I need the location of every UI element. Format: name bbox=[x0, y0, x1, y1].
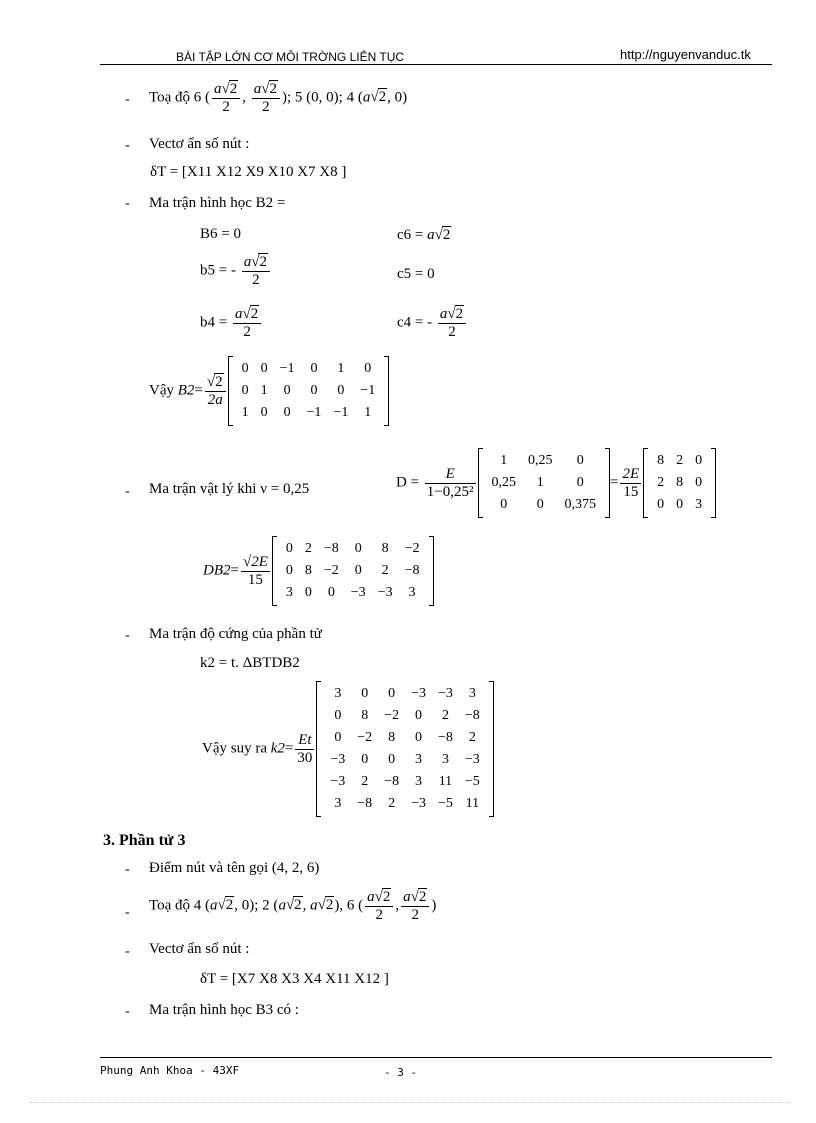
bullet: - bbox=[125, 138, 130, 153]
matrix-cell: −8 bbox=[438, 730, 453, 745]
matrix-cell: 0,25 bbox=[528, 453, 553, 468]
matrix-cell: 8 bbox=[388, 730, 396, 745]
matrix-cell: −3 bbox=[464, 752, 480, 767]
matrix-cell: 2 bbox=[388, 796, 396, 811]
matrix-cell: 0 bbox=[283, 405, 291, 420]
matrix-cell: 0 bbox=[285, 541, 293, 556]
matrix-cell: −3 bbox=[411, 796, 426, 811]
matrix-cell: 0 bbox=[285, 563, 293, 578]
matrix-cell: 0 bbox=[388, 752, 396, 767]
bullet: - bbox=[125, 628, 130, 643]
matrix-cell: −8 bbox=[464, 708, 480, 723]
matrix-cell: 1 bbox=[241, 405, 249, 420]
fraction: $\frac{a√2}{2}$ bbox=[252, 80, 280, 116]
c6-value: c6 = a√2 bbox=[397, 227, 451, 243]
matrix-cell: 0 bbox=[310, 383, 318, 398]
matrix-cell: 0 bbox=[304, 585, 312, 600]
B2-equation: Vậy B2= $\frac{√2}{2a}$ 0 0 −1 0 1 0 0 1 0 0 0 −1 1 0 0 −1 −1 1 bbox=[149, 356, 389, 426]
matrix-cell: 2 bbox=[361, 774, 369, 789]
matrix-cell: 3 bbox=[441, 752, 449, 767]
matrix-cell: −3 bbox=[330, 774, 346, 789]
matrix-cell: 11 bbox=[465, 796, 480, 811]
b5-value: b5 = - $\frac{a√2}{2}$ bbox=[200, 253, 272, 289]
matrix-cell: −3 bbox=[350, 585, 366, 600]
matrix-cell: −8 bbox=[357, 796, 373, 811]
matrix-cell: 0 bbox=[500, 497, 508, 512]
k2-equation: Vậy suy ra k2= $\frac{Et}{30}$ 3 0 0 −3 −3 3 0 8 −2 0 2 −8 0 −2 8 0 −8 2 −3 0 0 3 3 −3 −3 2 −8 3 11 −5 3 −8 2 −3 −5 11 bbox=[202, 681, 494, 817]
coords-line-s3: Toạ độ 4 (a√2, 0); 2 (a√2, a√2), 6 ( $\frac{a√2}{2}$ , $\frac{a√2}{2}$ ) bbox=[149, 889, 437, 923]
matrix-cell: 0 bbox=[260, 361, 268, 376]
matrix-cell: 3 bbox=[468, 686, 476, 701]
matrix-cell: 0,375 bbox=[564, 497, 597, 512]
vector-label-s2: Vectơ ẩn số nút : bbox=[149, 136, 250, 152]
page-edge bbox=[30, 1102, 790, 1103]
matrix-cell: 1 bbox=[500, 453, 508, 468]
matrix-cell: −2 bbox=[404, 541, 420, 556]
matrix-cell: 0 bbox=[695, 475, 703, 490]
k2-matrix bbox=[316, 681, 493, 817]
delta-vector-s2: δT = [X11 X12 X9 X10 X7 X8 ] bbox=[150, 164, 347, 180]
matrix-cell: 0 bbox=[676, 497, 684, 512]
matrix-cell: 3 bbox=[415, 752, 423, 767]
matrix-cell: 8 bbox=[657, 453, 665, 468]
matrix-cell: −8 bbox=[384, 774, 400, 789]
matrix-cell: 2 bbox=[468, 730, 476, 745]
matrix-cell: 0 bbox=[364, 361, 372, 376]
footer-page: - 3 - bbox=[384, 1066, 418, 1079]
geom-label-s3: Ma trận hình học B3 có : bbox=[149, 1002, 299, 1018]
matrix-cell: 0 bbox=[361, 752, 369, 767]
matrix-cell: −8 bbox=[323, 541, 339, 556]
matrix-cell: 8 bbox=[304, 563, 312, 578]
footer-rule bbox=[100, 1057, 772, 1058]
fraction: $\frac{a√2}{2}$ bbox=[212, 80, 240, 116]
delta-vector-s3: δT = [X7 X8 X3 X4 X11 X12 ] bbox=[200, 971, 389, 987]
matrix-cell: −2 bbox=[357, 730, 373, 745]
matrix-cell: 2 bbox=[304, 541, 312, 556]
bullet: - bbox=[125, 905, 130, 920]
matrix-cell: −5 bbox=[464, 774, 480, 789]
bullet: - bbox=[125, 484, 130, 499]
matrix-cell: 0 bbox=[657, 497, 665, 512]
matrix-cell: −1 bbox=[360, 383, 376, 398]
matrix-cell: 0 bbox=[241, 361, 249, 376]
bullet: - bbox=[125, 1004, 130, 1019]
matrix-cell: 1 bbox=[536, 475, 544, 490]
bullet: - bbox=[125, 862, 130, 877]
matrix-cell: 8 bbox=[676, 475, 684, 490]
matrix-cell: 2 bbox=[441, 708, 449, 723]
matrix-cell: −1 bbox=[306, 405, 322, 420]
b4-value: b4 = $\frac{a√2}{2}$ bbox=[200, 305, 263, 341]
coords-end: , 0) bbox=[387, 89, 408, 106]
matrix-cell: −3 bbox=[330, 752, 346, 767]
bullet: - bbox=[125, 196, 130, 211]
matrix-cell: 0 bbox=[334, 730, 342, 745]
matrix-cell: −3 bbox=[377, 585, 393, 600]
matrix-cell: 0 bbox=[354, 541, 362, 556]
DB2-equation: DB2= $\frac{√2E}{15}$ 0 2 −8 0 8 −2 0 8 −2 0 2 −8 3 0 0 −3 −3 3 bbox=[203, 536, 434, 606]
matrix-cell: 0,25 bbox=[491, 475, 517, 490]
matrix-cell: 2 bbox=[381, 563, 389, 578]
matrix-cell: 0 bbox=[388, 686, 396, 701]
matrix-cell: 0 bbox=[283, 383, 291, 398]
matrix-cell: 3 bbox=[285, 585, 293, 600]
matrix-cell: 0 bbox=[415, 708, 423, 723]
matrix-cell: 3 bbox=[408, 585, 416, 600]
coords-line-s2: Toạ độ 6 ( $\frac{a√2}{2}$ , $\frac{a√2}{2}$ ); 5 (0, 0); 4 (a√2, 0) bbox=[149, 81, 408, 115]
phys-label: Ma trận vật lý khi ν = 0,25 bbox=[149, 481, 310, 497]
c4-value: c4 = - $\frac{a√2}{2}$ bbox=[397, 305, 468, 341]
matrix-cell: −2 bbox=[323, 563, 339, 578]
matrix-cell: 0 bbox=[327, 585, 335, 600]
matrix-cell: 0 bbox=[260, 405, 268, 420]
bullet: - bbox=[125, 944, 130, 959]
matrix-cell: −3 bbox=[411, 686, 426, 701]
matrix-cell: 0 bbox=[536, 497, 544, 512]
matrix-cell: 3 bbox=[334, 796, 342, 811]
matrix-cell: 1 bbox=[337, 361, 345, 376]
matrix-cell: 3 bbox=[695, 497, 703, 512]
coords-prefix: Toạ độ 6 ( bbox=[149, 89, 211, 106]
matrix-cell: −8 bbox=[404, 563, 420, 578]
matrix-cell: 3 bbox=[334, 686, 342, 701]
matrix-cell: −3 bbox=[438, 686, 453, 701]
matrix-cell: 0 bbox=[334, 708, 342, 723]
D-equation: D = $\frac{E}{\text{1−0,25²}}$ 1 0,25 0 0,25 1 0 0 0 0,375 = $\frac{2E}{15}$ 8 2 0 2 8 0 0 0 3 bbox=[396, 448, 716, 518]
matrix-cell: 0 bbox=[576, 475, 584, 490]
matrix-cell: 2 bbox=[657, 475, 665, 490]
header-url: http://nguyenvanduc.tk bbox=[620, 47, 751, 62]
matrix-cell: 0 bbox=[576, 453, 584, 468]
matrix-cell: 0 bbox=[337, 383, 345, 398]
B2-matrix bbox=[228, 356, 390, 426]
footer-author: Phung Anh Khoa - 43XF bbox=[100, 1064, 240, 1077]
c5-value: c5 = 0 bbox=[397, 266, 435, 282]
geom-label-s2: Ma trận hình học B2 = bbox=[149, 195, 286, 211]
matrix-cell: 2 bbox=[676, 453, 684, 468]
section-3-heading: 3. Phần tử 3 bbox=[103, 832, 186, 849]
matrix-cell: 8 bbox=[381, 541, 389, 556]
stiff-label: Ma trận độ cứng của phần tử bbox=[149, 626, 322, 642]
coords-mid: ); 5 (0, 0); 4 ( bbox=[282, 89, 363, 106]
vector-label-s3: Vectơ ẩn số nút : bbox=[149, 941, 250, 957]
matrix-cell: −1 bbox=[333, 405, 349, 420]
matrix-cell: −1 bbox=[279, 361, 295, 376]
nodes-s3: Điểm nút và tên gọi (4, 2, 6) bbox=[149, 860, 320, 876]
matrix-cell: 0 bbox=[415, 730, 423, 745]
D2-matrix bbox=[643, 448, 716, 518]
matrix-cell: 0 bbox=[695, 453, 703, 468]
matrix-cell: 3 bbox=[415, 774, 423, 789]
matrix-cell: 11 bbox=[438, 774, 453, 789]
matrix-cell: −5 bbox=[438, 796, 453, 811]
matrix-cell: 1 bbox=[364, 405, 372, 420]
DB2-matrix bbox=[272, 536, 434, 606]
bullet: - bbox=[125, 92, 130, 107]
header-rule bbox=[100, 64, 772, 65]
matrix-cell: 0 bbox=[361, 686, 369, 701]
matrix-cell: 0 bbox=[354, 563, 362, 578]
matrix-cell: −2 bbox=[384, 708, 400, 723]
matrix-cell: 0 bbox=[310, 361, 318, 376]
matrix-cell: 0 bbox=[241, 383, 249, 398]
k2-formula: k2 = t. ΔBTDB2 bbox=[200, 655, 300, 671]
D-matrix bbox=[478, 448, 611, 518]
b6-value: B6 = 0 bbox=[200, 226, 241, 242]
matrix-cell: 1 bbox=[260, 383, 268, 398]
header-title: BÀI TẬP LỚN CƠ MÔI TRỜNG LIÊN TỤC bbox=[176, 50, 405, 64]
matrix-cell: 8 bbox=[361, 708, 369, 723]
